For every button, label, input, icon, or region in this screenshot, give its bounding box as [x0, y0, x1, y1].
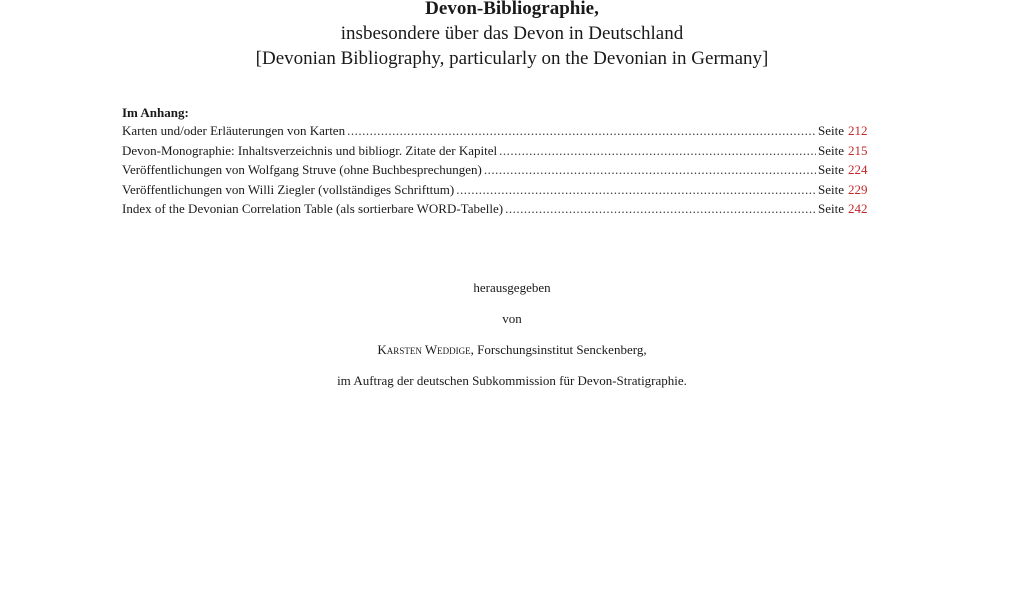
toc-entry[interactable] [122, 141, 870, 161]
dot-leader [456, 180, 816, 200]
editor-affiliation: , Forschungsinstitut Senckenberg, [470, 342, 647, 357]
toc-page-link[interactable]: 229 [848, 181, 868, 197]
toc-page-link[interactable]: 224 [848, 162, 868, 177]
editor-name: Karsten Weddige [377, 342, 471, 357]
toc-entry[interactable] [122, 199, 870, 219]
toc-seite-label: Seite [818, 123, 844, 138]
published-by-label: herausgegeben [473, 280, 551, 295]
document-title: Devon-Bibliographie, [425, 0, 599, 19]
toc-entry[interactable] [122, 160, 870, 180]
dot-leader [505, 199, 816, 219]
document-subtitle-english: [Devonian Bibliography, particularly on the Devonian in Germany] [255, 48, 769, 69]
toc-entry[interactable] [122, 180, 870, 200]
editor-line [0, 342, 1024, 357]
appendix-section [122, 104, 870, 219]
dot-leader [484, 160, 816, 180]
toc-seite-label: Seite [818, 201, 844, 216]
toc-seite-label: Seite [818, 142, 844, 158]
toc-page-link[interactable]: 242 [848, 201, 868, 216]
toc-entry[interactable] [122, 121, 870, 141]
toc-entry-title: Devon-Monographie: Inhaltsverzeichnis und bibliogr. Zitate der Kapitel [122, 142, 498, 158]
editor-block [0, 280, 1024, 388]
toc-entry-title: Index of the Devonian Correlation Table (als sortierbare WORD-Tabelle) [122, 201, 504, 216]
toc-page-link[interactable]: 215 [848, 142, 868, 158]
title-block [0, 0, 1024, 72]
toc-seite-label: Seite [818, 181, 844, 197]
dot-leader [499, 141, 816, 161]
dot-leader [347, 121, 816, 141]
document-subtitle: insbesondere über das Devon in Deutschland [340, 23, 684, 44]
commission-line: im Auftrag der deutschen Subkommission für Devon-Stratigraphie. [337, 373, 687, 388]
toc-seite-label: Seite [818, 162, 844, 177]
toc-entry-title: Veröffentlichungen von Willi Ziegler (vollständiges Schrifttum) [122, 181, 455, 197]
by-label: von [502, 311, 522, 326]
toc-page-link[interactable]: 212 [848, 123, 868, 138]
toc-entry-title: Karten und/oder Erläuterungen von Karten [122, 123, 346, 138]
appendix-heading: Im Anhang: [122, 105, 189, 120]
toc-entry-title: Veröffentlichungen von Wolfgang Struve (ohne Buchbesprechungen) [122, 162, 482, 177]
